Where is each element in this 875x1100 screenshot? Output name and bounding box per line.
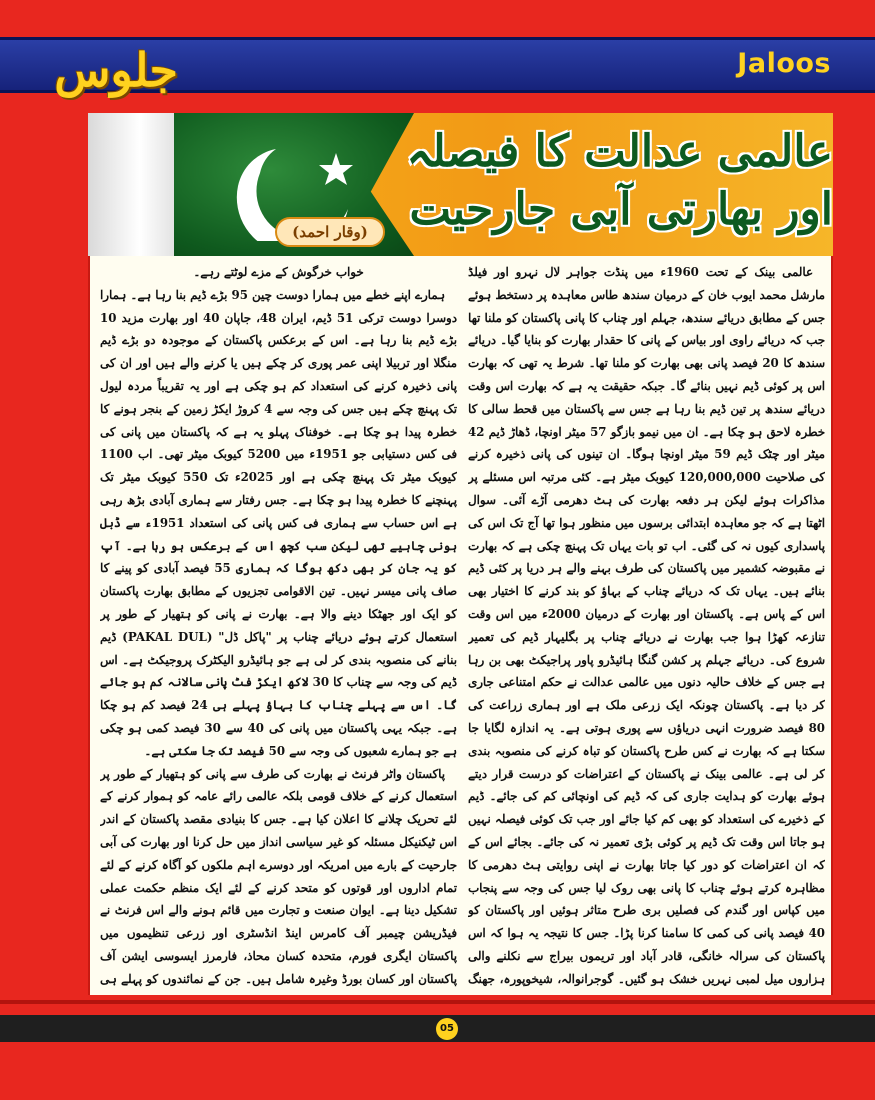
author-byline: (وقار احمد) bbox=[275, 217, 385, 247]
paragraph: عالمی بینک کے تحت 1960ء میں پنڈت جواہر لال نہرو اور فیلڈ مارشل محمد ایوب خان کے درمیان سندھ طاس معاہدہ پر دستخط ہوئے جس کے مطابق دریائے سندھ، جہلم اور چناب کا پانی پاکستان کو ملنا تھا جب کہ دریائے راوی اور بیاس کے پانی کا حقدار بھارت کو بنایا گیا۔ دریائے سندھ کا 20 فیصد پانی بھی بھارت کو ملنا تھا۔ شرط یہ تھی کہ بھارت اس پر کوئی ڈیم نہیں بنائے گا۔ جبکہ حقیقت یہ ہے کہ بھارت اس وقت دریائے سندھ پر تین ڈیم بنا رہا ہے جس سے پاکستان میں قحط سالی کا خطرہ لاحق ہو چکا ہے۔ ان میں نیمو بازگو 57 میٹر اونچا، ڈھاڑ ڈیم 42 میٹر اور چٹک ڈیم 59 میٹر اونچا ہوگا۔ ان تینوں کی پانی ذخیرہ کرنے کی صلاحیت 120,000,000 کیوبک میٹر ہے۔ کئی مرتبہ اس مسئلے پر مذاکرات ہوئے لیکن ہر دفعہ بھارت کی ہٹ دھرمی آڑے آئی۔ سوال اٹھتا ہے کہ جو معاہدہ ابتدائی برسوں میں منظور ہوا تھا آج تک اس کی پاسداری کیوں نہ کی گئی۔ اب تو بات یہاں تک پہنچ چکی ہے کہ بھارت نے مقبوضہ کشمیر میں پاکستان کی طرف بہنے والے ہر دریا پر کئی ڈیم بنائے ہیں۔ یہاں تک کہ دریائے چناب کے بہاؤ کو بند کرنے کا اختیار بھی اس کے پاس ہے۔ پاکستان اور بھارت کے درمیان 2000ء میں اس وقت تنازعہ کھڑا ہوا جب بھارت نے دریائے چناب پر بگلیہار ڈیم کی تعمیر شروع کی۔ دریائے جہلم پر کشن گنگا ہائیڈرو پاور پراجیکٹ بھی بن رہا ہے جس کے خلاف حالیہ دنوں میں عالمی عدالت نے حکم امتناعی جاری کر دیا ہے۔ پاکستان چونکہ ایک زرعی ملک ہے اور ہماری زراعت کی 80 فیصد ضرورت انہی دریاؤں سے پوری ہوتی ہے۔ یہ اندازہ لگایا جا سکتا ہے کہ بھارت نے کس طرح پاکستان کو تباہ کرنے کی منصوبہ بندی کر لی ہے۔ عالمی بینک نے پاکستان کے اعتراضات کو درست قرار دیتے ہوئے بھارت کو ہدایت جاری کی کہ ڈیم کی اونچائی کم کی جائے۔ ڈیم کے ذخیرے کی استعداد کو بھی کم کیا جائے اور جب تک کوئی فیصلہ نہیں ہو جاتا اس وقت تک ڈیم پر کوئی بڑی تعمیر نہ کی جائے۔ بجائے اس کے کہ ان اعتراضات کو دور کیا جاتا بھارت نے اپنی روایتی ہٹ دھرمی کا مظاہرہ کرتے ہوئے چناب کا پانی بھی روک لیا جس کی وجہ سے پنجاب میں کپاس اور گندم کی فصلیں بری طرح متاثر ہوئیں اور پاکستان کو 40 فیصد پانی کی کمی کا سامنا کرنا پڑا۔ جس کا نتیجہ یہ ہوا کہ اس پاکستان کی سرالہ خانگی، قادر آباد اور تریموں بیراج سے نکلنے والی ہزاروں میل لمبی نہریں خشک ہو گئیں۔ گوجرانوالہ، شیخوپورہ، جھنگ bbox=[468, 265, 825, 986]
article-title-line-1: عالمی عدالت کا فیصلہ bbox=[406, 126, 833, 177]
top-red-strip bbox=[0, 0, 875, 37]
brand-name-english: Jaloos bbox=[737, 48, 831, 79]
paragraph: پاکستان واٹر فرنٹ نے بھارت کی طرف سے پانی کو ہتھیار کے طور پر استعمال کرنے کے خلاف قومی بلکہ عالمی رائے عامہ کو ہموار کرنے کے لئے تحریک چلانے کا اعلان کیا ہے۔ جس کا بنیادی مقصد پاکستان کے اندر اس ٹیکنیکل مسئلہ کو غیر سیاسی انداز میں حل کرنا اور بھارت کی آبی جارحیت کے بارے میں امریکہ اور دوسرے اہم ملکوں کو آگاہ کرنے کے لئے تمام اداروں اور قوتوں کو متحد کرنے کے لئے ایک منظم حکمت عملی تشکیل دینا ہے۔ ایوان صنعت و تجارت میں قائم ہونے والے اس فرنٹ نے فیڈریشن چیمبر آف کامرس اینڈ انڈسٹری اور زرعی تنظیموں میں پاکستان ایگری فورم، متحدہ کسان محاذ، فارمرز ایسوسی ایشن آف پاکستان اور کسان بورڈ وغیرہ شامل ہیں۔ جن کے نمائندوں کو پہلے ہی bbox=[100, 766, 457, 986]
paragraph: خواب خرگوش کے مزے لوٹتے رہے۔ bbox=[193, 265, 364, 279]
article-column-left bbox=[100, 261, 457, 989]
article-title-line-2: اور بھارتی آبی جارحیت bbox=[409, 184, 833, 235]
footer-rule bbox=[0, 1000, 875, 1004]
article-body bbox=[88, 256, 833, 995]
page-number: 05 bbox=[436, 1018, 458, 1040]
flag-white-stripe bbox=[88, 113, 174, 256]
brand-logo-urdu: جلوس bbox=[54, 43, 178, 97]
article-column-right bbox=[468, 261, 825, 989]
paragraph: ہمارے اپنے خطے میں ہمارا دوست چین 95 بڑے ڈیم بنا رہا ہے۔ ہمارا دوسرا دوست ترکی 51 ڈیم، ایران 48، جاپان 40 اور بھارت مزید 10 بڑے ڈیم بنا رہا ہے۔ اس کے برعکس پاکستان کے موجودہ دو بڑے ڈیم منگلا اور تربیلا اپنی عمر پوری کر چکے ہیں یا کرنے والے ہیں اور ان کی پانی ذخیرہ کرنے کی استعداد کم ہو چکی ہے اور یہ تقریباً مردہ لیول تک پہنچ چکے ہیں جس کی وجہ سے 4 کروڑ ایکڑ زمین کے بنجر ہونے کا خطرہ پیدا ہو چکا ہے۔ خوفناک پہلو یہ ہے کہ پاکستان میں پانی کی فی کس دستیابی جو 1951ء میں 5200 کیوبک میٹر تھی۔ اب 1100 کیوبک میٹر تک پہنچ چکی ہے اور 2025ء تک 550 کیوبک میٹر تک پہنچنے کا خطرہ پیدا ہو چکا ہے۔ جس رفتار سے ہماری آبادی بڑھ رہی ہے اس حساب سے ہماری فی کس پانی کی استعداد 1951ء سے ڈبل ہونی چاہیے تھی لیکن سب کچھ اس کے برعکس ہو رہا ہے۔ آپ کو یہ جان کر بھی دکھ ہوگا کہ ہماری 55 فیصد آبادی کو پینے کا صاف پانی میسر نہیں۔ تین الاقوامی تجزیوں کے مطابق بھارت پاکستان کو ایک اور جھٹکا دینے والا ہے۔ بھارت نے پانی کو ہتھیار کے طور پر استعمال کرتے ہوئے دریائے چناب پر "پاکل ڈل" (PAKAL DUL) ڈیم بنانے کی منصوبہ بندی کر لی ہے جو ہائیڈرو الیکٹرک پروجیکٹ ہے۔ اس ڈیم کی وجہ سے چناب کا 30 لاکھ ایکڑ فٹ پانی سالانہ کم ہو جائے گا۔ اس سے پہلے چناب کا بہاؤ پہلے ہی 24 فیصد کم ہو چکا ہے۔ جبکہ یہی پاکستان میں پانی کی 40 سے 30 فیصد کمی ہو چکی ہے جو ہمارے شعبوں کی وجہ سے 50 فیصد تک جا سکتی ہے۔ bbox=[100, 287, 457, 758]
